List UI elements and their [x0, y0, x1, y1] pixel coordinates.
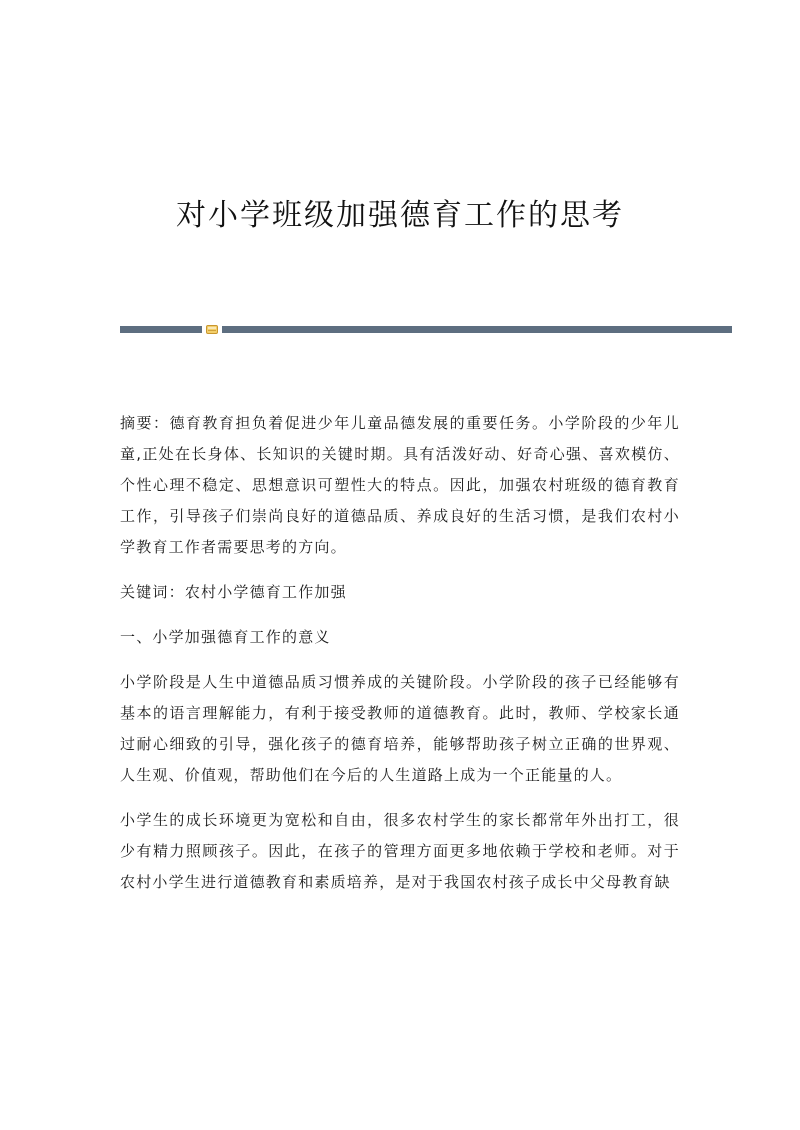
- keywords-label: 关键词：: [120, 583, 185, 601]
- keywords-paragraph: [120, 577, 680, 608]
- divider-bar-right: [222, 326, 732, 333]
- section-heading: 一、小学加强德育工作的意义: [120, 628, 331, 646]
- abstract-label: 摘要：: [120, 414, 170, 432]
- ornament-icon: [206, 325, 218, 334]
- body-paragraph-1: 小学阶段是人生中道德品质习惯养成的关键阶段。小学阶段的孩子已经能够有基本的语言理解能力，有利于接受教师的道德教育。此时，教师、学校家长通过耐心细致的引导，强化孩子的德育培养，能够帮助孩子树立正确的世界观、人生观、价值观，帮助他们在今后的人生道路上成为一个正能量的人。: [120, 673, 680, 784]
- abstract-paragraph: [120, 408, 680, 563]
- abstract-text: 德育教育担负着促进少年儿童品德发展的重要任务。小学阶段的少年儿童,正处在长身体、长知识的关键时期。具有活泼好动、好奇心强、喜欢模仿、个性心理不稳定、思想意识可塑性大的特点。因此，加强农村班级的德育教育工作，引导孩子们崇尚良好的道德品质、养成良好的生活习惯，是我们农村小学教育工作者需要思考的方向。: [120, 414, 680, 556]
- divider-bar-left: [120, 326, 202, 333]
- title-divider: [120, 326, 732, 333]
- body-paragraph-2: 小学生的成长环境更为宽松和自由，很多农村学生的家长都常年外出打工，很少有精力照顾孩子。因此，在孩子的管理方面更多地依赖于学校和老师。对于农村小学生进行道德教育和素质培养，是对于我国农村孩子成长中父母教育缺: [120, 811, 680, 891]
- document-body: [120, 408, 680, 912]
- keywords-text: 农村小学德育工作加强: [184, 583, 347, 601]
- page-title: 对小学班级加强德育工作的思考: [176, 198, 624, 233]
